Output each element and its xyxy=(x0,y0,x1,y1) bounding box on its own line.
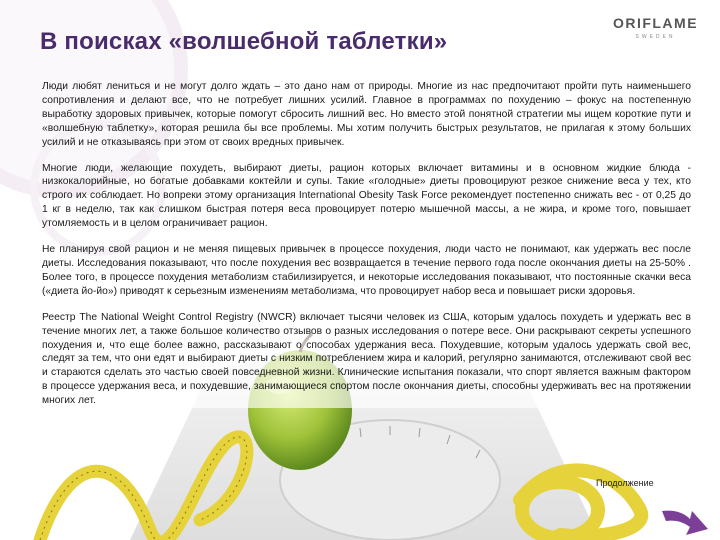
paragraph-3: Не планируя свой рацион и не меняя пищевых привычек в процессе похудения, люди часто не понимают, как удержать вес после диеты. Исследования показывают, что после похудения вес возвращается в течение первого года после окончания диеты на 25-50% . Более того, в процессе похудения метаболизм стабилизируется, и некоторые исследования показывают, что постоянные скачки веса («диета йо-йо») приводят к серьезным изменениям метаболизма, что провоцирует набор веса и повышает риски здоровья. xyxy=(42,244,691,297)
page-title: В поисках «волшебной таблетки» xyxy=(40,28,448,55)
oriflame-logo xyxy=(608,15,703,40)
paragraph-2: Многие люди, желающие похудеть, выбирают диеты, рацион которых включает витамины и в основном жидкие блюда - низкокалорийные, но богатые добавками коктейли и супы. Такие «голодные» диеты провоцируют резкое снижение веса у тех, кто строго их соблюдает. Но вопреки этому организация International Obesity Task Force рекомендует постепенно снижать вес - от 0,25 до 1 кг в неделю, так как слишком быстрая потеря веса провоцирует потерю мышечной массы, а не жира, и кроме того, повышает утомляемость и в целом ограничивает рацион. xyxy=(42,162,691,230)
continue-link[interactable]: Продолжение xyxy=(596,478,654,488)
logo-subtitle: SWEDEN xyxy=(635,34,676,40)
arrow-right-icon[interactable] xyxy=(660,505,710,537)
paragraph-1: Люди любят лениться и не могут долго ждать – это дано нам от природы. Многие из нас предпочитают пройти путь наименьшего сопротивления и делают все, что не потребует лишних усилий. Главное в программах по похудению – фокус на постепенную выработку здоровых привычек, которые помогут сбросить лишний вес. Но вместо этой понятной стратегии мы ищем короткие пути и «волшебную таблетку», которая решила бы все проблемы. Мы хотим получить быстрых результатов, не прилагая к этому больших усилий и не отказываясь при этом от своих вредных привычек. xyxy=(42,81,691,148)
article-body xyxy=(42,80,691,420)
logo-brand: ORIFLAME xyxy=(612,15,699,31)
paragraph-4: Реестр The National Weight Control Registry (NWCR) включает тысячи человек из США, которым удалось похудеть и удержать вес в течение многих лет, а также большое количество отзывов о разных исследования о потере весе. Они раскрывают секреты успешного похудения и, что еще более важно, рассказывают о способах удержания веса. Похудевшие, которым удалось удержать свой вес, следят за тем, что они едят и выбирают диеты с низким потреблением жира и калорий, регулярно занимаются, отслеживают свой вес и стараются сделать это частью своей повседневной жизни. Клинические испытания показали, что спорт является важным фактором в процессе удержания веса, и похудевшие, занимающиеся спортом после окончания диеты, способны удерживать вес на протяжении многих лет. xyxy=(42,311,691,407)
